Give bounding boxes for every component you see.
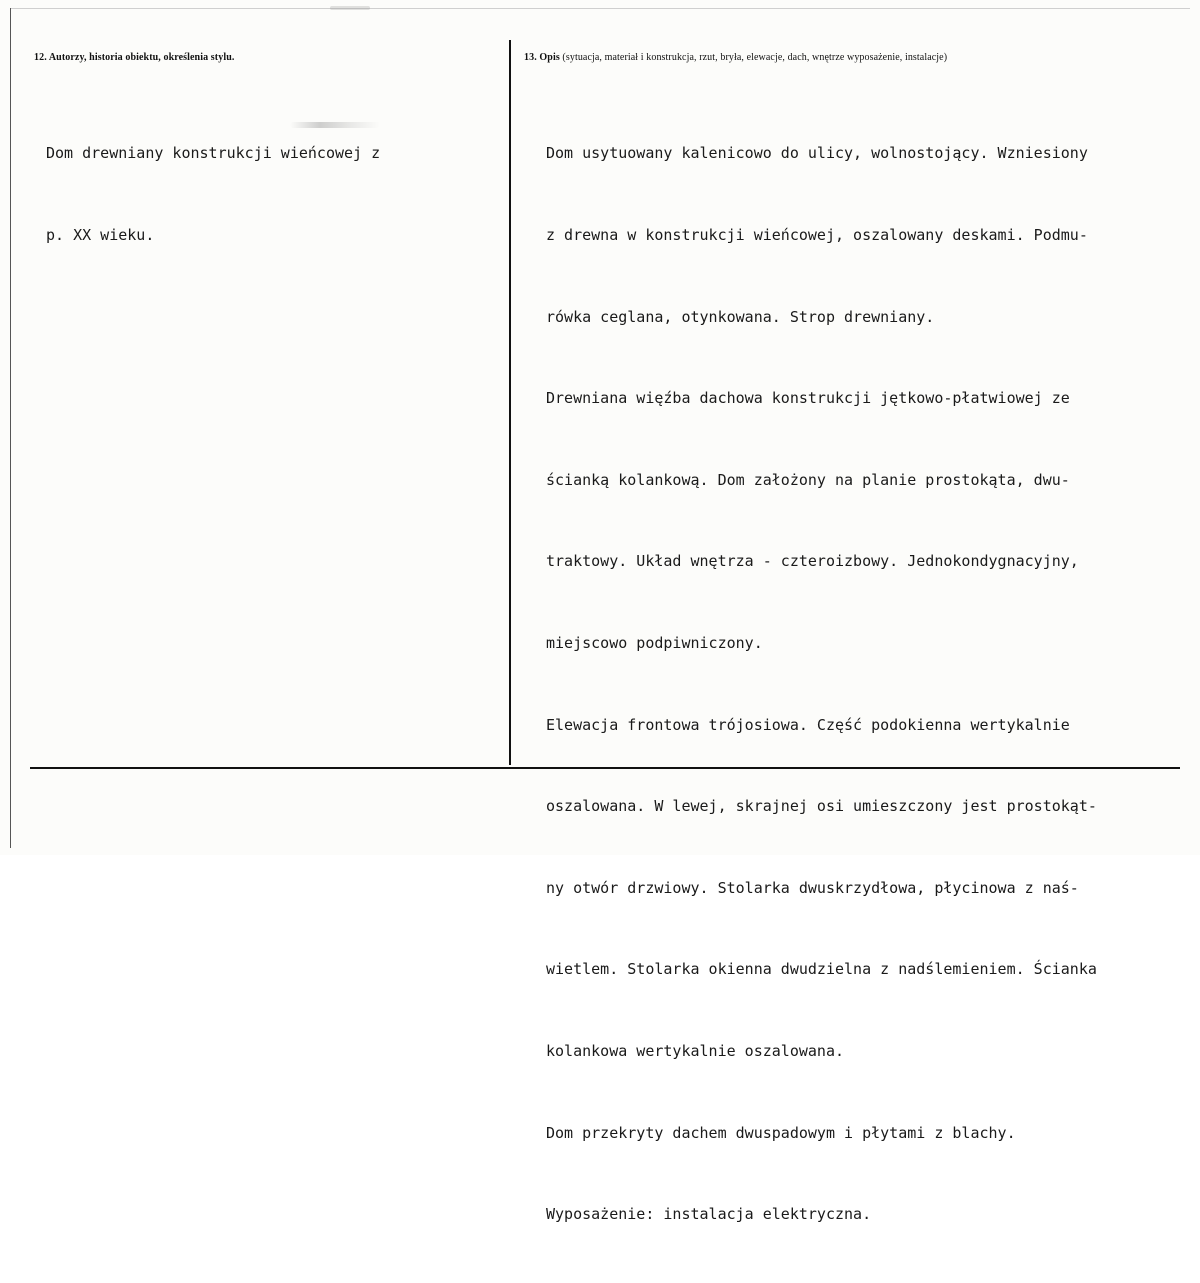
typed-line: Wyposażenie: instalacja elektryczna. <box>546 1205 872 1224</box>
typed-line: kolankowa wertykalnie oszalowana. <box>546 1041 845 1060</box>
typed-line: Dom usytuowany kalenicowo do ulicy, wolnostojący. Wzniesiony <box>546 144 1088 163</box>
column-divider <box>509 40 511 765</box>
typed-line: ny otwór drzwiowy. Stolarka dwuskrzydłowa, płycinowa z naś- <box>546 878 1079 897</box>
typed-line: wietlem. Stolarka okienna dwudzielna z nadślemieniem. Ścianka <box>546 960 1097 979</box>
field-13-label <box>524 52 947 63</box>
typed-line: rówka ceglana, otynkowana. Strop drewniany. <box>546 307 935 326</box>
field-13-label-sub: (sytuacja, materiał i konstrukcja, rzut, bryła, elewacje, dach, wnętrze wyposażenie, instalacje) <box>562 52 948 63</box>
bottom-rule <box>30 767 1180 769</box>
scan-artifact <box>290 122 380 128</box>
field-13-typed-text <box>546 86 1097 1283</box>
field-13-label-main: 13. Opis <box>524 52 560 63</box>
typed-line: Dom przekryty dachem dwuspadowym i płytami z blachy. <box>546 1123 1016 1142</box>
typed-line: z drewna w konstrukcji wieńcowej, oszalowany deskami. Podmu- <box>546 226 1088 244</box>
typed-line: Dom drewniany konstrukcji wieńcowej z <box>46 144 381 163</box>
scan-artifact <box>330 6 370 10</box>
card-top-edge <box>10 8 1190 9</box>
typed-line: Drewniana więźba dachowa konstrukcji jętkowo-płatwiowej ze <box>546 389 1070 408</box>
typed-line: p. XX wieku. <box>46 226 155 244</box>
card-left-edge <box>10 8 11 848</box>
typed-line: Elewacja frontowa trójosiowa. Część podokienna wertykalnie <box>546 715 1070 734</box>
typed-line: ścianką kolankową. Dom założony na planie prostokąta, dwu- <box>546 470 1070 489</box>
typed-line: traktowy. Układ wnętrza - czteroizbowy. Jednokondygnacyjny, <box>546 552 1079 571</box>
field-12-label: 12. Autorzy, historia obiektu, określenia stylu. <box>34 52 235 63</box>
field-12-typed-text <box>46 86 380 304</box>
typed-line: miejscowo podpiwniczony. <box>546 633 763 652</box>
typed-line: oszalowana. W lewej, skrajnej osi umieszczony jest prostokąt- <box>546 797 1097 816</box>
